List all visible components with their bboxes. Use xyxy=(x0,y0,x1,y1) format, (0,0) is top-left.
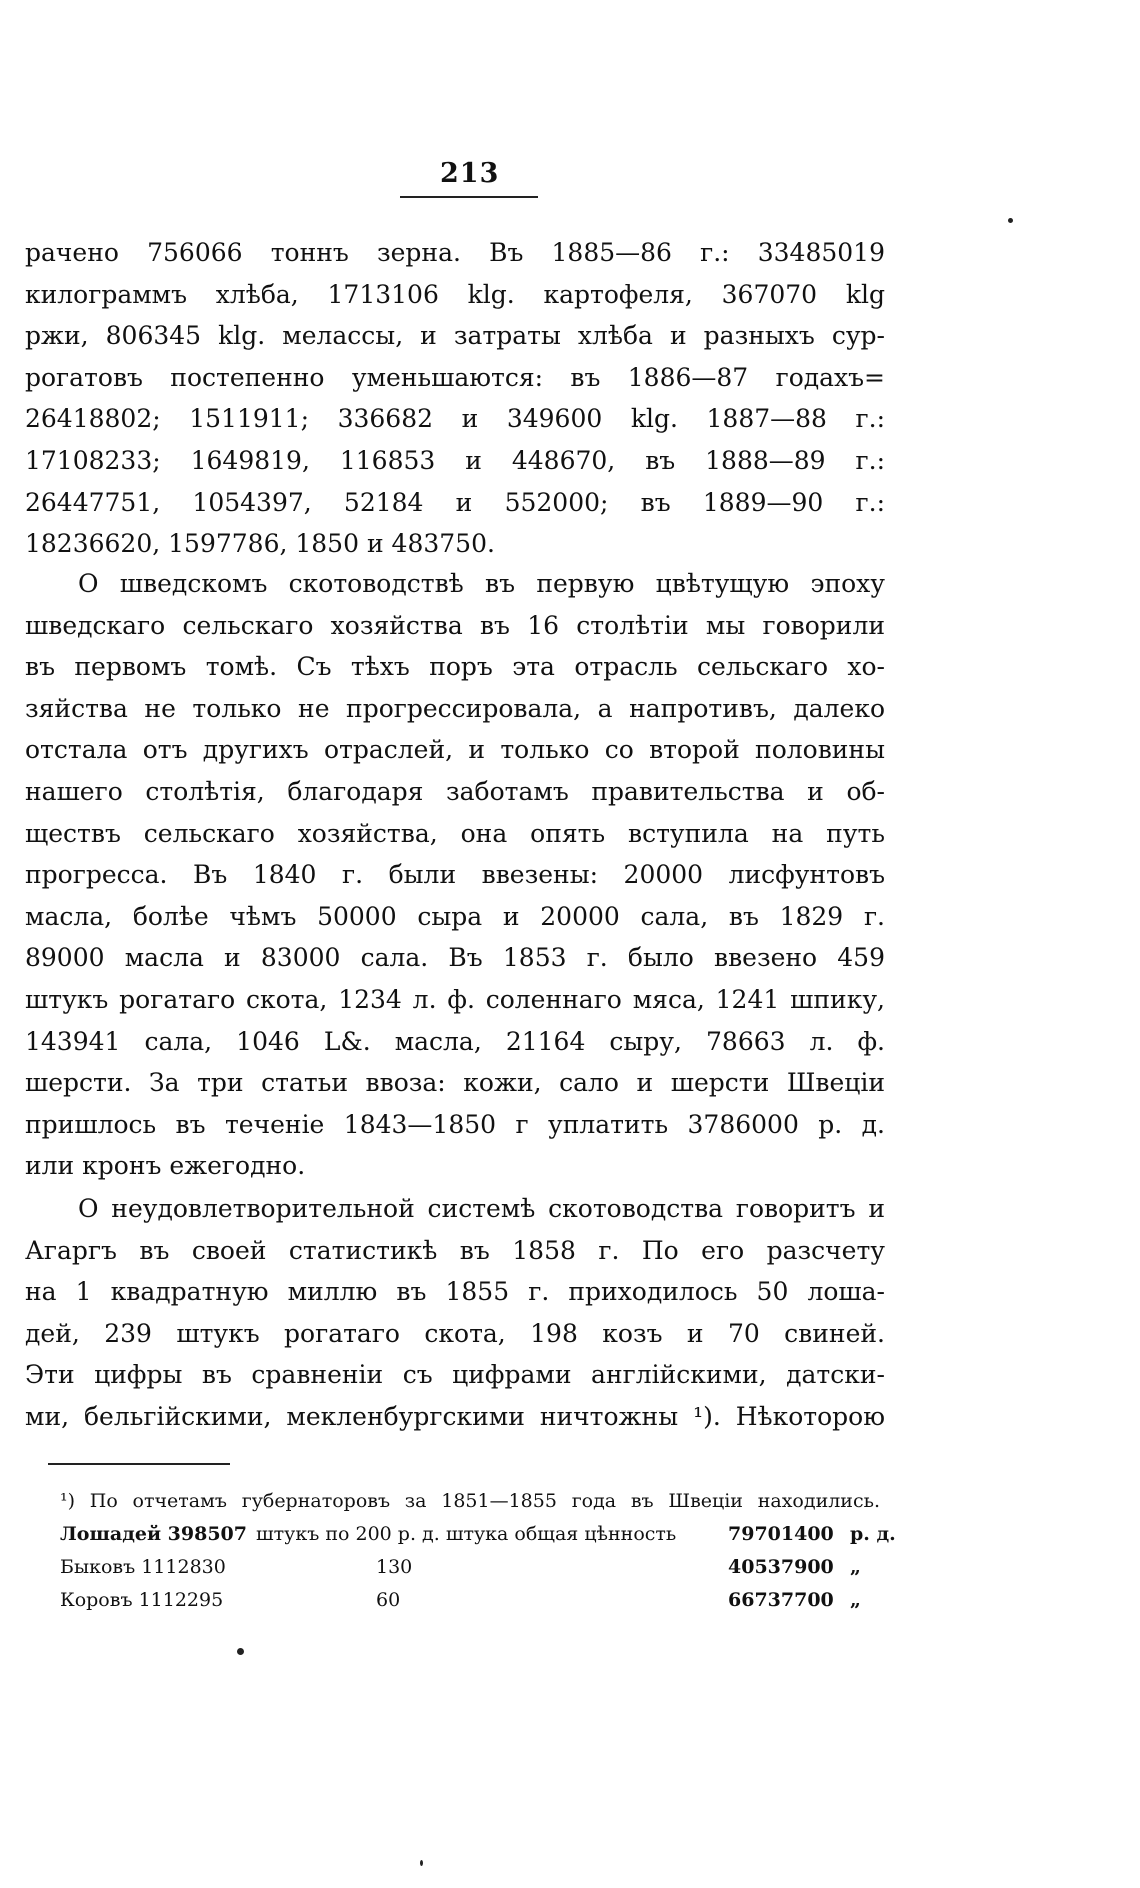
text-line: въ первомъ томѣ. Съ тѣхъ поръ эта отрасль сельскаго хо- xyxy=(25,652,885,682)
footnote-label: Лошадей 398507 xyxy=(60,1523,247,1545)
text-line: Эти цифры въ сравненiи съ цифрами англiйскими, датски- xyxy=(25,1360,885,1390)
footnote-total: 66737700 xyxy=(728,1589,834,1611)
text-line: О неудовлетворительной системѣ скотоводства говоритъ и xyxy=(78,1194,885,1223)
text-line: килограммъ хлѣба, 1713106 klg. картофеля, 367070 klg xyxy=(25,279,885,309)
text-line: ржи, 806345 klg. мелассы, и затраты хлѣба и разныхъ сур- xyxy=(25,321,885,351)
text-line: прогресса. Въ 1840 г. были ввезены: 20000 лисфунтовъ xyxy=(25,860,885,890)
text-line: или кронъ ежегодно. xyxy=(25,1151,306,1181)
footnote-row xyxy=(60,1518,896,1551)
footnote-intro: ¹) По отчетамъ губернаторовъ за 1851—1855 года въ Швецiи находились. xyxy=(60,1490,880,1512)
text-line: на 1 квадратную миллю въ 1855 г. приходилось 50 лоша- xyxy=(25,1277,885,1307)
footnote-row xyxy=(60,1584,880,1617)
text-line: отстала отъ другихъ отраслей, и только со второй половины xyxy=(25,735,885,765)
footnote-row xyxy=(60,1551,880,1584)
footnote-total: 79701400 xyxy=(728,1523,834,1545)
footnote-rule xyxy=(48,1463,230,1465)
footnote-total: 40537900 xyxy=(728,1556,834,1578)
footnote-price: 130 xyxy=(376,1556,413,1578)
text-line: штукъ рогатаго скота, 1234 л. ф. соленнаго мяса, 1241 шпику, xyxy=(25,984,885,1014)
paragraph-2 xyxy=(25,563,885,1187)
footnote-label: Коровъ 1112295 xyxy=(60,1589,224,1611)
paragraph-1 xyxy=(25,232,885,565)
text-line: шведскаго сельскаго хозяйства въ 16 столѣтiи мы говорили xyxy=(25,610,885,640)
print-speck xyxy=(1008,218,1013,223)
footnote-unit: штукъ по 200 р. д. штука общая цѣнность xyxy=(256,1523,677,1545)
text-line: ществъ сельскаго хозяйства, она опять вступила на путь xyxy=(25,818,885,848)
text-line: 89000 масла и 83000 сала. Въ 1853 г. было ввезено 459 xyxy=(25,943,885,973)
footnote-unit2: р. д. xyxy=(850,1523,896,1545)
text-line: рогатовъ постепенно уменьшаются: въ 1886—87 годахъ= xyxy=(25,362,885,392)
text-line: О шведскомъ скотоводствѣ въ первую цвѣтущую эпоху xyxy=(78,569,885,598)
text-line: шерсти. За три статьи ввоза: кожи, сало и шерсти Швецiи xyxy=(25,1068,885,1098)
print-speck xyxy=(237,1648,244,1655)
text-line: 17108233; 1649819, 116853 и 448670, въ 1888—89 г.: xyxy=(25,445,885,475)
paragraph-3 xyxy=(25,1188,885,1438)
text-line: нашего столѣтiя, благодаря заботамъ правительства и об- xyxy=(25,776,885,806)
footnote-label: Быковъ 1112830 xyxy=(60,1556,226,1578)
text-line: масла, болѣе чѣмъ 50000 сыра и 20000 сала, въ 1829 г. xyxy=(25,901,885,931)
footnote-unit2: „ xyxy=(850,1589,861,1611)
page-number: 213 xyxy=(440,158,500,189)
text-line: рачено 756066 тоннъ зерна. Въ 1885—86 г.: 33485019 xyxy=(25,238,885,267)
text-line: ми, бельгiйскими, мекленбургскими ничтожны ¹). Нѣкоторою xyxy=(25,1401,885,1431)
text-line: Агаргъ въ своей статистикѣ въ 1858 г. По его разсчету xyxy=(25,1235,885,1265)
print-speck xyxy=(420,1860,423,1866)
page-number-rule xyxy=(400,196,538,198)
text-line: 18236620, 1597786, 1850 и 483750. xyxy=(25,529,495,559)
text-line: пришлось въ теченiе 1843—1850 г уплатить 3786000 р. д. xyxy=(25,1109,885,1139)
footnote xyxy=(60,1485,896,1617)
text-line: 143941 сала, 1046 L&. масла, 21164 сыру, 78663 л. ф. xyxy=(25,1026,885,1056)
footnote-unit2: „ xyxy=(850,1556,861,1578)
footnote-price: 60 xyxy=(376,1589,401,1611)
text-line: зяйства не только не прогрессировала, а напротивъ, далеко xyxy=(25,693,885,723)
text-line: дей, 239 штукъ рогатаго скота, 198 козъ и 70 свиней. xyxy=(25,1318,885,1348)
text-line: 26447751, 1054397, 52184 и 552000; въ 1889—90 г.: xyxy=(25,487,885,517)
text-line: 26418802; 1511911; 336682 и 349600 klg. 1887—88 г.: xyxy=(25,404,885,434)
